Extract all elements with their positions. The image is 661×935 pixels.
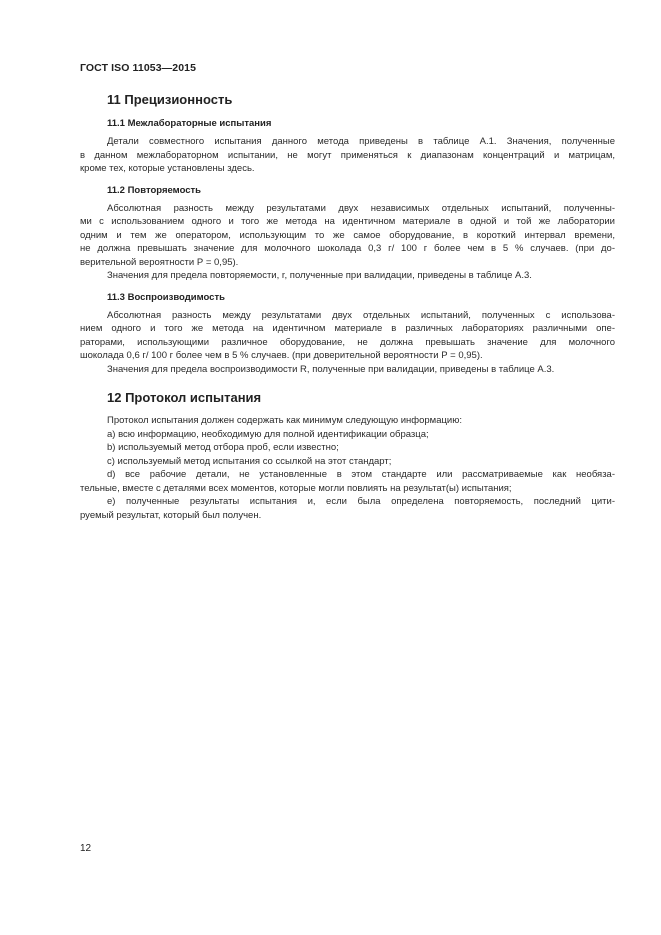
text-line: Значения для предела повторяемости, r, полученные при валидации, приведены в таблице А.3. [107, 270, 532, 281]
list-item-d: d) все рабочие детали, не установленные в этом стандарте или рассматриваемые как необяза- [107, 469, 615, 480]
list-item-e-cont: руемый результат, который был получен. [80, 509, 262, 521]
section-11-3-title: 11.3 Воспроизводимость [107, 291, 225, 303]
section-12-body [80, 414, 615, 522]
section-11-3-paragraph [80, 309, 615, 363]
list-item: c) используемый метод испытания со ссылкой на этот стандарт; [107, 455, 392, 467]
page-content [80, 92, 615, 522]
text-line: нием одного и того же метода на идентичном материале в различных лабораториях различными опе- [80, 323, 615, 334]
text-line: раторами, использующими различное оборудование, не должна превышать значение для молочного [80, 336, 615, 348]
list-item-e: е) полученные результаты испытания и, если была определена повторяемость, последний цити- [107, 496, 615, 507]
text-line: верительной вероятности Р = 0,95). [80, 256, 239, 268]
section-12-intro: Протокол испытания должен содержать как минимум следующую информацию: [107, 415, 462, 426]
page-number: 12 [80, 843, 92, 854]
text-line: не должна превышать значение для молочного шоколада 0,3 г/ 100 г более чем в 5 % случаев. (при до- [80, 243, 615, 254]
section-11-title: 11 Прецизионность [107, 92, 233, 107]
text-line: шоколада 0,6 г/ 100 г более чем в 5 % случаев. (при доверительной вероятности Р = 0,95). [80, 350, 483, 361]
text-line: Абсолютная разность между результатами двух независимых отдельных испытаний, полученны- [107, 202, 615, 214]
section-11-1-title: 11.1 Межлабораторные испытания [107, 118, 272, 129]
section-11-2-title: 11.2 Повторяемость [107, 184, 202, 196]
section-11-2-paragraph [80, 202, 615, 270]
section-11-3-note [80, 363, 615, 377]
text-line: Абсолютная разность между результатами двух отдельных испытаний, полученных с использова- [107, 309, 615, 321]
section-11-1-paragraph [80, 135, 615, 176]
text-line: ми с использованием одного и того же метода на идентичном материале в одной и той же лаборатории [80, 216, 615, 227]
text-line: одним и тем же оператором, использующим то же самое оборудование, в короткий интервал времени, [80, 229, 615, 241]
list-item: b) используемый метод отбора проб, если известно; [107, 442, 339, 453]
section-12-title: 12 Протокол испытания [107, 390, 262, 405]
document-header: ГОСТ ISO 11053—2015 [80, 62, 197, 74]
text-line: в данном межлабораторном испытании, не могут применяться к диапазонам концентраций и матрицам, [80, 149, 615, 161]
text-line: кроме тех, которые установлены здесь. [80, 163, 255, 174]
list-item-d-cont: тельные, вместе с деталями всех моментов, которые могли повлиять на результат(ы) испытания; [80, 482, 512, 494]
list-item: а) всю информацию, необходимую для полной идентификации образца; [107, 428, 429, 440]
text-line: Детали совместного испытания данного метода приведены в таблице А.1. Значения, полученные [107, 136, 615, 147]
section-11-2-note [80, 269, 615, 283]
text-line: Значения для предела воспроизводимости R, полученные при валидации, приведены в таблице А.3. [107, 363, 555, 375]
